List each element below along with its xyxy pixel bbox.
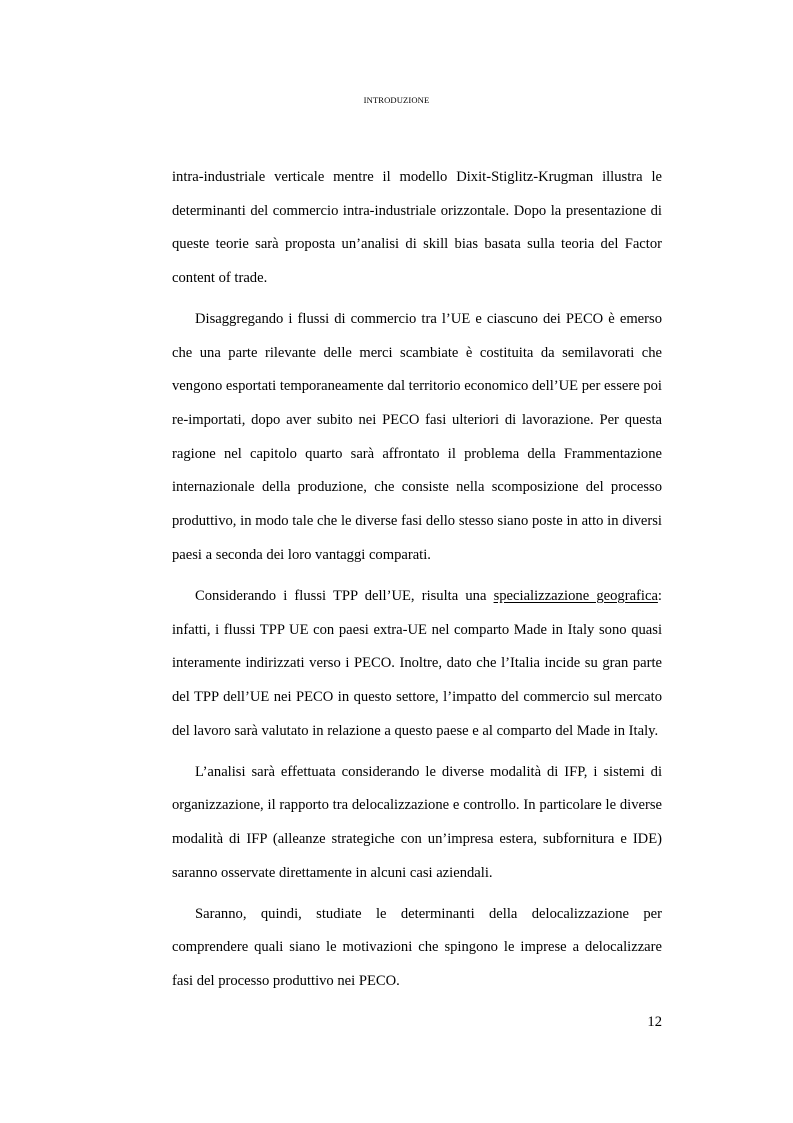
paragraph-continuation: intra-industriale verticale mentre il modello Dixit-Stiglitz-Krugman illustra le determinanti del commercio intra-industriale orizzontale. Dopo la presentazione di queste teorie sarà proposta un’analisi di skill bias basata sulla teoria del Factor content of trade.	[172, 169, 662, 286]
page-number: 12	[647, 1014, 662, 1030]
paragraph-fragmentation: Disaggregando i flussi di commercio tra l’UE e ciascuno dei PECO è emerso che una parte rilevante delle merci scambiate è costituita da semilavorati che vengono esportati temporaneamente dal territorio economico dell’UE per essere poi re-importati, dopo aver subito nei PECO fasi ulteriori di lavorazione. Per questa ragione nel capitolo quarto sarà affrontato il problema della Frammentazione internazionale della produzione, che consiste nella scomposizione del processo produttivo, in modo tale che le diverse fasi dello stesso siano poste in atto in diversi paesi a seconda dei loro vantaggi comparati.	[172, 311, 662, 563]
paragraph-text-after: : infatti, i flussi TPP UE con paesi extra-UE nel comparto Made in Italy sono quasi interamente indirizzati verso i PECO. Inoltre, dato che l’Italia incide su gran parte del TPP dell’UE nei PECO in questo settore, l’impatto del commercio sul mercato del lavoro sarà valutato in relazione a questo paese e al comparto del Made in Italy.	[172, 587, 662, 739]
paragraph-geographic-specialization	[172, 580, 662, 748]
body-text	[172, 161, 662, 999]
paragraph-delocalization: Saranno, quindi, studiate le determinanti della delocalizzazione per comprendere quali siano le motivazioni che spingono le imprese a delocalizzare fasi del processo produttivo nei PECO.	[172, 905, 662, 990]
running-header	[0, 94, 793, 106]
paragraph-ifp-analysis: L’analisi sarà effettuata considerando le diverse modalità di IFP, i sistemi di organizzazione, il rapporto tra delocalizzazione e controllo. In particolare le diverse modalità di IFP (alleanze strategiche con un’impresa estera, subfornitura e IDE) saranno osservate direttamente in alcuni casi aziendali.	[172, 763, 662, 881]
underlined-term: specializzazione geografica	[493, 587, 658, 604]
paragraph-text-before: Considerando i flussi TPP dell’UE, risulta una	[195, 587, 494, 604]
running-header-title: INTRODUZIONE	[363, 95, 430, 105]
